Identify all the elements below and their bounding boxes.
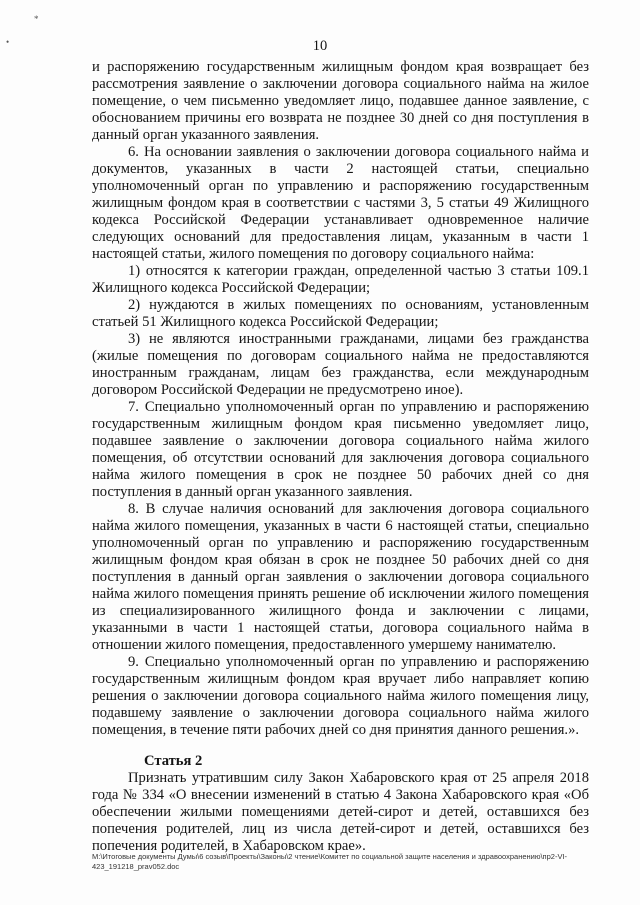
paragraph: 7. Специально уполномоченный орган по управлению и распоряжению государственным жилищным фондом края письменно уведомляет лицо, подавшее заявление о заключении договора социального найма жилого помещения, об отсутствии оснований для заключения договора социального найма жилого помещения в срок не позднее 50 рабочих дней со дня поступления в данный орган указанного заявления. [92, 399, 589, 500]
list-item: 3) не являются иностранными гражданами, лицами без гражданства (жилые помещения по договорам социального найма не предоставляются иностранным гражданам, лицам без гражданства, если международным договором Российской Федерации не предусмотрено иное). [92, 331, 589, 398]
paragraph: 8. В случае наличия оснований для заключения договора социального найма жилого помещения, указанных в части 6 настоящей статьи, специально уполномоченный орган по управлению и распоряжению государственным жилищным фондом края обязан в срок не позднее 50 рабочих дней со дня поступления в данный орган заявления о заключении договора социального найма жилого помещения принять решение об исключении жилого помещения из специализированного жилищного фонда и заключении с лицами, указанными в части 1 настоящей статьи, договора социального найма в отношении жилого помещения, предоставленного умершему нанимателю. [92, 501, 589, 653]
paragraph: 6. На основании заявления о заключении договора социального найма и документов, указанных в части 2 настоящей статьи, специально уполномоченный орган по управлению и распоряжению государственным жилищным фондом края в соответствии с частями 3, 5 статьи 49 Жилищного кодекса Российской Федерации устанавливает одновременное наличие следующих оснований для предоставления лицам, указанным в части 1 настоящей статьи, жилого помещения по договору социального найма: [92, 144, 589, 262]
list-item: 2) нуждаются в жилых помещениях по основаниям, установленным статьей 51 Жилищного кодекса Российской Федерации; [92, 297, 589, 330]
scan-mark: • [6, 37, 10, 47]
article-heading: Статья 2 [144, 753, 203, 769]
list-item: 1) относятся к категории граждан, определенной частью 3 статьи 109.1 Жилищного кодекса Российской Федерации; [92, 263, 589, 296]
page-number: 10 [312, 38, 328, 54]
document-body [92, 59, 589, 855]
paragraph: Признать утратившим силу Закон Хабаровского края от 25 апреля 2018 года № 334 «О внесении изменений в статью 4 Закона Хабаровского края «Об обеспечении жилыми помещениями детей-сирот и детей, оставшихся без попечения родителей, лиц из числа детей-сирот и детей, оставшихся без попечения родителей, в Хабаровском крае». [92, 770, 589, 854]
footer-file-path: M:\Итоговые документы Думы\6 созыв\Проекты\Законы\2 чтение\Комитет по социальной защите населения и здравоохранению\пр2-VI-423_191218_prav052.doc [92, 852, 568, 871]
paragraph: 9. Специально уполномоченный орган по управлению и распоряжению государственным жилищным фондом края вручает либо направляет копию решения о заключении договора социального найма жилого помещения лицу, подавшему заявление о заключении договора социального найма жилого помещения, в течение пяти рабочих дней со дня принятия данного решения.». [92, 654, 589, 738]
scan-mark: * [34, 14, 39, 24]
paragraph: и распоряжению государственным жилищным фондом края возвращает без рассмотрения заявление о заключении договора социального найма на жилое помещение, о чем письменно уведомляет лицо, подавшее данное заявление, с обоснованием причины его возврата не позднее 30 дней со дня поступления в данный орган указанного заявления. [92, 59, 589, 143]
